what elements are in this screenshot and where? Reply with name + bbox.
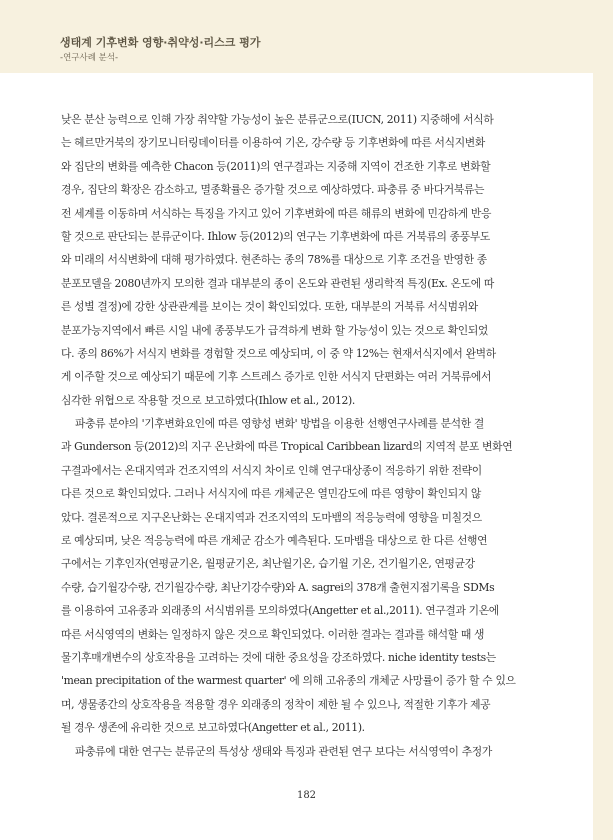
text-line: 수량, 습기월강수량, 건기월강수량, 최난기강수량)와 A. sagrei의 378개 출현지점기록을 SDMs xyxy=(61,580,495,594)
text-line: 른 성별 결정)에 강한 상관관계를 보이는 것이 확인되었다. 또한, 대부분의 거북류 서식범위와 xyxy=(61,300,478,314)
text-line: 심각한 위협으로 작용할 것으로 보고하였다(Ihlow et al., 2012). xyxy=(61,393,355,407)
text-line: 를 이용하여 고유종과 외래종의 서식범위를 모의하였다(Angetter et al.,2011). 연구결과 기온에 xyxy=(61,604,499,618)
text-line: 았다. 결론적으로 지구온난화는 온대지역과 건조지역의 도마뱀의 적응능력에 영향을 미칠것으 xyxy=(61,510,482,524)
text-line: 다. 종의 86%가 서식지 변화를 경험할 것으로 예상되며, 이 중 약 12%는 현재서식지에서 완벽하 xyxy=(61,346,496,360)
paragraph-start-line: 파충류 분야의 '기후변화요인에 따른 영향성 변화' 방법을 이용한 선행연구사례를 분석한 결 xyxy=(75,417,485,431)
text-line: 구에서는 기후인자(연평균기온, 월평균기온, 최난월기온, 습기월 기온, 건기월기온, 연평균강 xyxy=(61,557,475,571)
text-line: 분포모델을 2080년까지 모의한 결과 대부분의 종이 온도와 관련된 생리학적 특징(Ex. 온도에 따 xyxy=(61,276,494,290)
text-line: 할 것으로 판단되는 분류군이다. Ihlow 등(2012)의 연구는 기후변화에 따른 거북류의 종풍부도 xyxy=(61,229,490,243)
text-line: 물기후매개변수의 상호작용을 고려하는 것에 대한 중요성을 강조하였다. niche identity tests는 xyxy=(61,650,496,664)
text-line: 는 헤르만거북의 장기모니터링데이터를 이용하여 기온, 강수량 등 기후변화에 따른 서식지변화 xyxy=(61,136,485,150)
text-line: 될 경우 생존에 유리한 것으로 보고하였다(Angetter et al., 2011). xyxy=(61,721,365,735)
text-line: 'mean precipitation of the warmest quarter' 에 의해 고유종의 개체군 사망률이 증가 할 수 있으 xyxy=(61,674,516,688)
page-number: 182 xyxy=(296,790,317,801)
text-line: 와 미래의 서식변화에 대해 평가하였다. 현존하는 종의 78%를 대상으로 기후 조건을 반영한 종 xyxy=(61,253,487,267)
text-line: 와 집단의 변화를 예측한 Chacon 등(2011)의 연구결과는 지중해 지역이 건조한 기후로 변화할 xyxy=(61,159,491,173)
text-line: 게 이주할 것으로 예상되기 때문에 기후 스트레스 증가로 인한 서식지 단편화는 여러 거북류에서 xyxy=(61,370,492,384)
paragraph-start-line: 파충류에 대한 연구는 분류군의 특성상 생태와 특징과 관련된 연구 보다는 서식영역이 추정가 xyxy=(75,744,492,758)
text-line: 낮은 분산 능력으로 인해 가장 취약할 가능성이 높은 분류군으로(IUCN, 2011) 지중해에 서식하 xyxy=(61,113,494,126)
text-line: 전 세계를 이동하며 서식하는 특징을 가지고 있어 기후변화에 따른 해류의 변화에 민감하게 반응 xyxy=(61,206,492,220)
running-header-subtitle: -연구사례 분석- xyxy=(60,53,119,63)
text-line: 다른 것으로 확인되었다. 그러나 서식지에 따른 개체군은 열민감도에 따른 영향이 확인되지 않 xyxy=(61,487,482,501)
text-line: 분포가능지역에서 빠른 시일 내에 종풍부도가 급격하게 변화 할 가능성이 있는 것으로 확인되었 xyxy=(61,323,489,337)
text-line: 따른 서식영역의 변화는 일정하지 않은 것으로 확인되었다. 이러한 결과는 결과를 해석할 때 생 xyxy=(61,627,485,641)
text-line: 며, 생물종간의 상호작용을 적용할 경우 외래종의 정착이 제한 될 수 있으나, 적절한 기후가 제공 xyxy=(61,697,491,711)
text-line: 과 Gunderson 등(2012)의 지구 온난화에 따른 Tropical Caribbean lizard의 지역적 분포 변화연 xyxy=(61,440,513,454)
text-line: 구결과에서는 온대지역과 건조지역의 서식지 차이로 인해 연구대상종이 적응하기 위한 전략이 xyxy=(61,463,482,477)
text-line: 로 예상되며, 낮은 적응능력에 따른 개체군 감소가 예측된다. 도마뱀을 대상으로 한 다른 선행연 xyxy=(61,534,488,548)
text-line: 경우, 집단의 확장은 감소하고, 멸종확률은 증가할 것으로 예상하였다. 파충류 중 바다거북류는 xyxy=(61,183,485,197)
body-text xyxy=(61,108,544,763)
running-header-title: 생태계 기후변화 영향·취약성·리스크 평가 xyxy=(60,36,261,49)
side-margin-band xyxy=(593,73,613,840)
